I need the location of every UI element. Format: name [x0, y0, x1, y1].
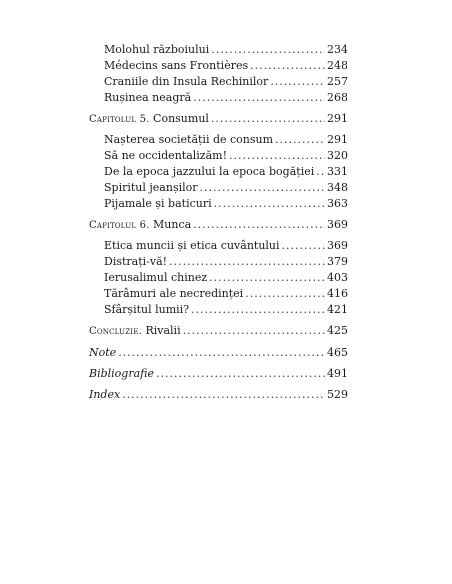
toc-entry — [104, 238, 348, 253]
toc-chapter-title — [89, 111, 209, 127]
toc-entry-page: 379 — [327, 255, 348, 268]
toc-leader-dots — [270, 74, 325, 89]
toc-entry-title: Bibliografie — [89, 367, 155, 380]
chapter-name: Consumul — [153, 112, 209, 125]
toc-leader-dots — [250, 58, 325, 73]
toc-entry — [104, 254, 348, 269]
toc-entry-title: Médecins sans Frontières — [104, 59, 249, 72]
toc-entry-title: Pijamale și baticuri — [104, 197, 212, 210]
toc-entry-title: Molohul războiului — [104, 43, 210, 56]
toc-leader-dots — [183, 323, 325, 338]
toc-entry-page: 291 — [327, 133, 348, 146]
toc-entry — [104, 148, 348, 163]
toc-leader-dots — [156, 366, 325, 381]
toc-entry-page: 320 — [327, 149, 348, 162]
toc-leader-dots — [214, 196, 325, 211]
toc-leader-dots — [118, 345, 325, 360]
toc-entry-page: 291 — [327, 112, 348, 125]
toc-entry-page: 331 — [327, 165, 348, 178]
toc-entry-title: Distrați-vă! — [104, 255, 168, 268]
toc-chapter-title — [89, 323, 181, 339]
toc-entry-title: Tărâmuri ale necredinței — [104, 287, 244, 300]
toc-leader-dots — [200, 180, 325, 195]
toc-entry-page: 403 — [327, 271, 348, 284]
toc-entry — [104, 302, 348, 317]
toc-leader-dots — [211, 111, 325, 126]
toc-entry-page: 248 — [327, 59, 348, 72]
chapter-label: Capitolul 5. — [89, 114, 150, 125]
toc-entry-title: Nașterea societății de consum — [104, 133, 274, 146]
toc-leader-dots — [211, 42, 325, 57]
toc-entry-title: Spiritul jeanșilor — [104, 181, 198, 194]
chapter-label: Concluzie. — [89, 326, 142, 337]
toc-entry — [104, 42, 348, 57]
toc-leader-dots — [193, 217, 325, 232]
chapter-name: Rivalii — [145, 324, 181, 337]
toc-entry-title: Sfârșitul lumii? — [104, 303, 190, 316]
toc-entry — [104, 270, 348, 285]
toc-entry-title: De la epoca jazzului la epoca bogăției — [104, 165, 315, 178]
toc-entry-page: 234 — [327, 43, 348, 56]
toc-leader-dots — [209, 270, 325, 285]
toc-entry-page: 363 — [327, 197, 348, 210]
toc-entry-page: 416 — [327, 287, 348, 300]
toc-entry-title: Craniile din Insula Rechinilor — [104, 75, 269, 88]
toc-entry-page: 348 — [327, 181, 348, 194]
toc-leader-dots — [245, 286, 325, 301]
toc-entry — [104, 132, 348, 147]
toc-entry — [104, 196, 348, 211]
toc-chapter-entry — [89, 111, 348, 127]
toc-leader-dots — [169, 254, 325, 269]
toc-entry — [104, 180, 348, 195]
toc-entry-title: Note — [89, 346, 117, 359]
toc-entry-page: 425 — [327, 324, 348, 337]
toc-chapter-title — [89, 217, 191, 233]
toc-entry-page: 465 — [327, 346, 348, 359]
toc-backmatter-entry — [89, 345, 348, 360]
toc-leader-dots — [282, 238, 325, 253]
toc-entry-title: Ierusalimul chinez — [104, 271, 208, 284]
toc-chapter-entry — [89, 217, 348, 233]
toc-entry-page: 529 — [327, 388, 348, 401]
toc-entry-title: Index — [89, 388, 121, 401]
toc-entry-title: Să ne occidentalizăm! — [104, 149, 227, 162]
toc-leader-dots — [275, 132, 325, 147]
toc-entry — [104, 74, 348, 89]
toc-backmatter-entry — [89, 387, 348, 402]
toc-entry-page: 421 — [327, 303, 348, 316]
toc-entry-page: 268 — [327, 91, 348, 104]
toc-entry-page: 257 — [327, 75, 348, 88]
toc-entry-title: Rușinea neagră — [104, 91, 192, 104]
toc-entry — [104, 58, 348, 73]
toc-entry — [104, 90, 348, 105]
toc-leader-dots — [193, 90, 325, 105]
toc-leader-dots — [316, 164, 325, 179]
toc-entry — [104, 286, 348, 301]
toc-entry — [104, 164, 348, 179]
chapter-label: Capitolul 6. — [89, 220, 150, 231]
toc-leader-dots — [191, 302, 325, 317]
chapter-name: Munca — [153, 218, 192, 231]
toc-chapter-entry — [89, 323, 348, 339]
toc-entry-title: Etica muncii și etica cuvântului — [104, 239, 280, 252]
toc-entry-page: 491 — [327, 367, 348, 380]
toc-leader-dots — [122, 387, 325, 402]
toc-backmatter-entry — [89, 366, 348, 381]
toc-leader-dots — [229, 148, 325, 163]
toc-entry-page: 369 — [327, 218, 348, 231]
toc-entry-page: 369 — [327, 239, 348, 252]
